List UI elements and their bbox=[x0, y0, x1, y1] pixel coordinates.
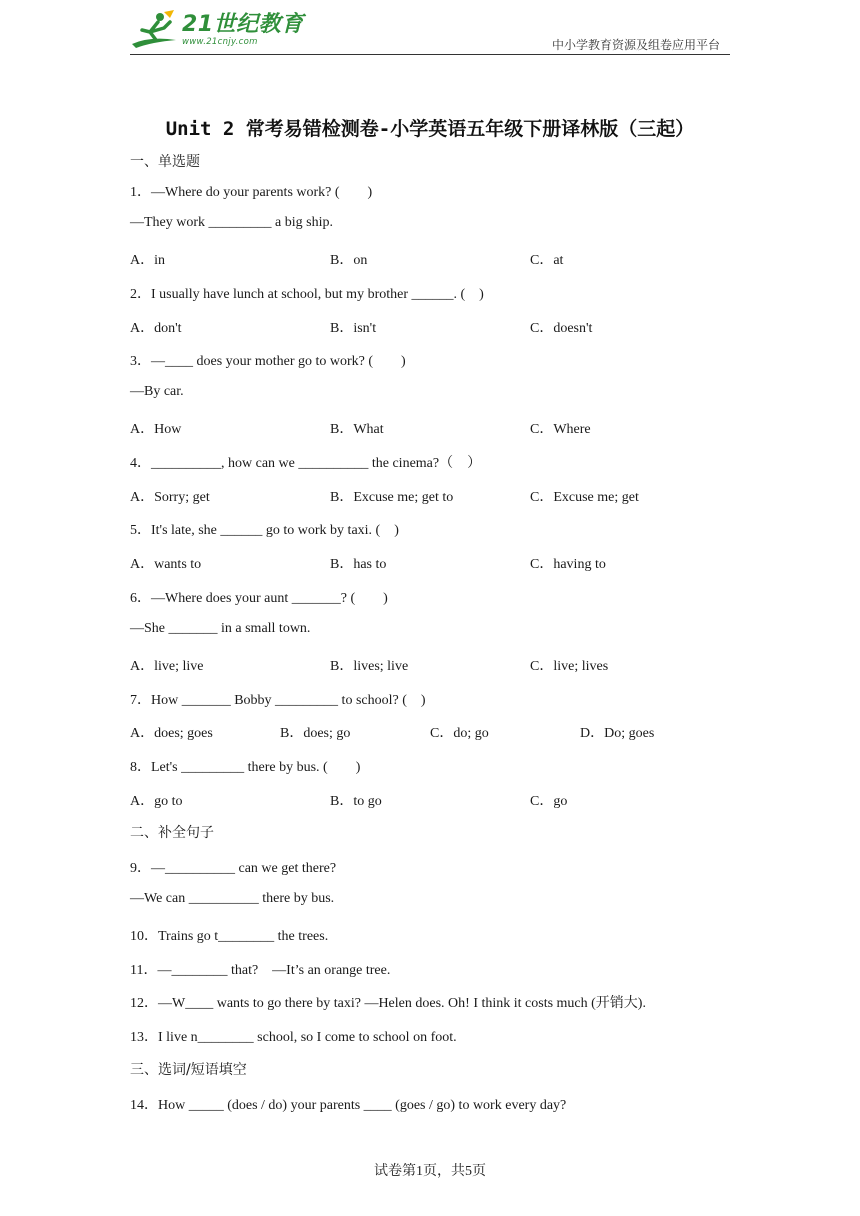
option-c: C．do; go bbox=[430, 726, 489, 741]
page-title: Unit 2 常考易错检测卷-小学英语五年级下册译林版（三起） bbox=[165, 118, 695, 140]
page-footer: 试卷第1页，共5页 bbox=[374, 1164, 486, 1179]
option-b: B．does; go bbox=[280, 726, 351, 741]
option-b: B．lives; live bbox=[330, 659, 409, 674]
section-heading-single-choice: 一、单选题 bbox=[130, 154, 200, 170]
option-a: A．in bbox=[130, 253, 165, 268]
question-1-stem: 1．—Where do your parents work? ( ) bbox=[130, 185, 373, 200]
question-9-stem: 9．—__________ can we get there? bbox=[130, 861, 337, 876]
option-d: D．Do; goes bbox=[580, 726, 655, 741]
option-c: C．doesn't bbox=[530, 321, 593, 336]
runner-logo-icon bbox=[130, 10, 178, 50]
option-c: C．live; lives bbox=[530, 659, 609, 674]
section-heading-word-fill: 三、选词/短语填空 bbox=[130, 1062, 247, 1078]
question-9-line2: —We can __________ there by bus. bbox=[130, 891, 335, 906]
option-a: A．How bbox=[130, 422, 182, 437]
option-a: A．does; goes bbox=[130, 726, 213, 741]
option-a: A．Sorry; get bbox=[130, 490, 210, 505]
question-11-stem: 11．—________ that? —It’s an orange tree. bbox=[130, 963, 391, 978]
platform-name: 中小学教育资源及组卷应用平台 bbox=[551, 38, 720, 52]
logo-url: www.21cnjy.com bbox=[182, 36, 258, 47]
question-8-stem: 8．Let's _________ there by bus. ( ) bbox=[130, 760, 361, 775]
question-1-line2: —They work _________ a big ship. bbox=[130, 215, 333, 230]
question-4-stem: 4．__________, how can we __________ the cinema?（ ） bbox=[130, 456, 482, 471]
option-b: B．to go bbox=[330, 794, 382, 809]
option-c: C．at bbox=[530, 253, 564, 268]
option-b: B．on bbox=[330, 253, 368, 268]
option-b: B．Excuse me; get to bbox=[330, 490, 454, 505]
option-c: C．go bbox=[530, 794, 568, 809]
option-a: A．go to bbox=[130, 794, 183, 809]
question-7-stem: 7．How _______ Bobby _________ to school? ( ) bbox=[130, 693, 426, 708]
logo-title: 21世纪教育 bbox=[182, 11, 304, 37]
question-6-line2: —She _______ in a small town. bbox=[130, 621, 311, 636]
question-10-stem: 10．Trains go t________ the trees. bbox=[130, 929, 329, 944]
option-b: B．has to bbox=[330, 557, 387, 572]
option-c: C．Excuse me; get bbox=[530, 490, 639, 505]
question-13-stem: 13．I live n________ school, so I come to school on foot. bbox=[130, 1030, 457, 1045]
option-c: C．Where bbox=[530, 422, 591, 437]
option-a: A．live; live bbox=[130, 659, 204, 674]
page-header bbox=[130, 8, 730, 55]
question-3-stem: 3．—____ does your mother go to work? ( ) bbox=[130, 354, 406, 369]
question-5-stem: 5．It's late, she ______ go to work by taxi. ( ) bbox=[130, 523, 399, 538]
question-14-stem: 14．How _____ (does / do) your parents ____ (goes / go) to work every day? bbox=[130, 1098, 567, 1113]
question-6-stem: 6．—Where does your aunt _______? ( ) bbox=[130, 591, 388, 606]
logo bbox=[130, 8, 304, 52]
section-heading-complete-sentences: 二、补全句子 bbox=[130, 825, 214, 841]
question-12-stem: 12．—W____ wants to go there by taxi? —Helen does. Oh! I think it costs much (开销大). bbox=[130, 996, 646, 1011]
option-a: A．wants to bbox=[130, 557, 202, 572]
question-2-stem: 2．I usually have lunch at school, but my brother ______. ( ) bbox=[130, 287, 484, 302]
option-b: B．isn't bbox=[330, 321, 377, 336]
option-b: B．What bbox=[330, 422, 384, 437]
question-3-line2: —By car. bbox=[130, 384, 184, 399]
option-a: A．don't bbox=[130, 321, 182, 336]
option-c: C．having to bbox=[530, 557, 606, 572]
